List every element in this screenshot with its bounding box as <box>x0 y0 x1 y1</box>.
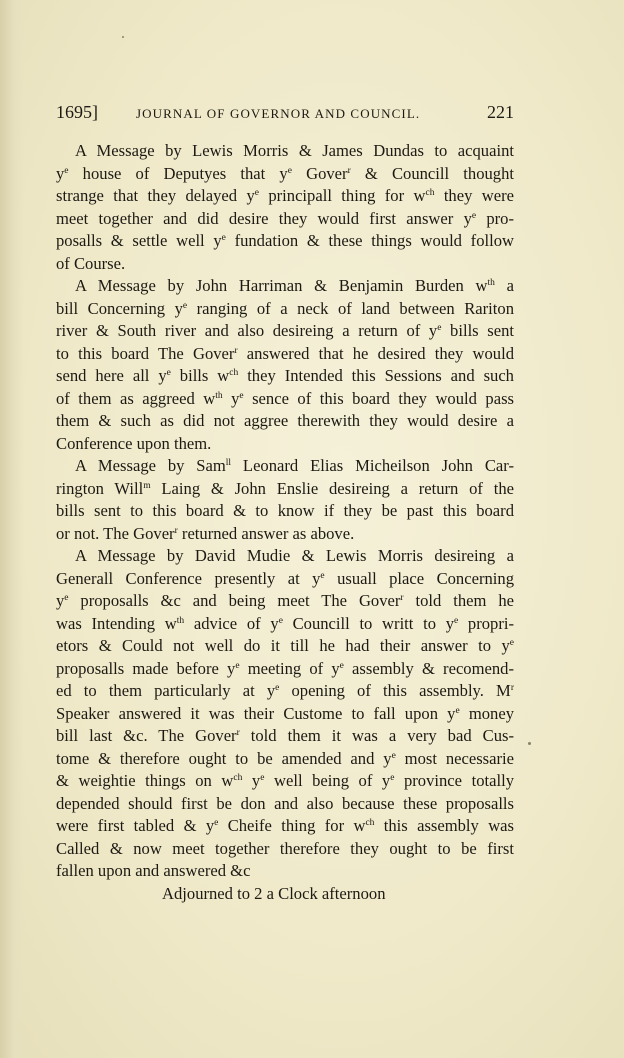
page-number: 221 <box>487 102 514 122</box>
paragraph <box>56 455 514 545</box>
paper-speck <box>528 742 531 745</box>
text-line: proposalls made before $y^e$ meeting of $y^e$ assembly & recomend- <box>56 658 514 678</box>
header-year: 1695] <box>56 102 98 122</box>
text-line: rington Will$^m$ Laing & John Enslie desireing a return of the <box>56 478 514 498</box>
header-title: JOURNAL OF GOVERNOR AND COUNCIL. <box>136 106 421 121</box>
text-line: A Message by Sam$^{ll}$ Leonard Elias Micheilson John Car- <box>75 456 514 475</box>
text-line: Generall Conference presently at $y^e$ usuall place Concerning <box>56 568 514 588</box>
text-line: A Message by Lewis Morris & James Dundas to acquaint <box>75 141 514 160</box>
running-header <box>56 102 514 126</box>
text-line: of them as aggreed $w^{th}$ $y^e$ sence of this board they would pass <box>56 388 514 408</box>
text-line: tome & therefore ought to be amended and $y^e$ most necessarie <box>56 748 514 768</box>
text-line: A Message by David Mudie & Lewis Morris desireing a <box>75 546 514 565</box>
page-gutter <box>0 0 24 1058</box>
paragraph <box>56 275 514 455</box>
paragraph <box>56 545 514 883</box>
text-line: etors & Could not well do it till he had their answer to $y^e$ <box>56 636 514 655</box>
text-line: or not. The Gover$^r$ returned answer as above. <box>56 523 355 543</box>
text-line: strange that they delayed $y^e$ principall thing for $w^{ch}$ they were <box>56 186 515 205</box>
text-line: send here all $y^e$ bills $w^{ch}$ they Intended this Sessions and such <box>56 366 514 385</box>
text-line: $y^e$ proposalls &c and being meet The Gover$^r$ told them he <box>56 591 514 610</box>
text-line: to this board The Gover$^r$ answered that he desired they would <box>56 343 514 363</box>
text-line: bills sent to this board & to know if they be past this board <box>56 501 514 520</box>
paragraph <box>56 140 514 275</box>
text-line: posalls & settle well $y^e$ fundation & these things would follow <box>56 231 514 250</box>
text-line: depended should first be don and also because these proposalls <box>56 793 514 813</box>
text-line: of Course. <box>56 253 126 273</box>
text-line: Called & now meet together therefore they ought to be first <box>56 838 514 858</box>
paper-speck <box>122 36 124 38</box>
text-line: them & such as did not aggree therewith they would desire a <box>56 411 514 430</box>
text-line: fallen upon and answered &c <box>56 861 251 880</box>
text-line: Conference upon them. <box>56 433 212 453</box>
text-line: Speaker answered it was their Custome to fall upon $y^e$ money <box>56 703 514 723</box>
text-line: river & South river and also desireing a return of $y^e$ bills sent <box>56 321 514 340</box>
adjournment-line: Adjourned to 2 a Clock afternoon <box>162 883 386 903</box>
journal-text <box>56 140 514 905</box>
text-line: was Intending $w^{th}$ advice of $y^e$ Councill to writt to $y^e$ propri- <box>56 613 514 633</box>
text-line: were first tabled & $y^e$ Cheife thing for $w^{ch}$ this assembly was <box>56 816 514 835</box>
text-line: meet together and did desire they would first answer $y^e$ pro- <box>56 208 515 228</box>
text-line: $y^e$ house of Deputyes that $y^e$ Gover$^r$ & Councill thought <box>56 163 514 183</box>
text-line: & weightie things on $w^{ch}$ $y^e$ well being of $y^e$ province totally <box>56 771 514 790</box>
text-line: A Message by John Harriman & Benjamin Burden $w^{th}$ a <box>75 276 514 295</box>
text-line: ed to them particularly at $y^e$ opening of this assembly. $M^r$ <box>56 681 514 700</box>
text-line: bill last &c. The Gover$^r$ told them it was a very bad Cus- <box>56 726 514 745</box>
text-line: bill Concerning $y^e$ ranging of a neck of land between Rariton <box>56 298 514 318</box>
